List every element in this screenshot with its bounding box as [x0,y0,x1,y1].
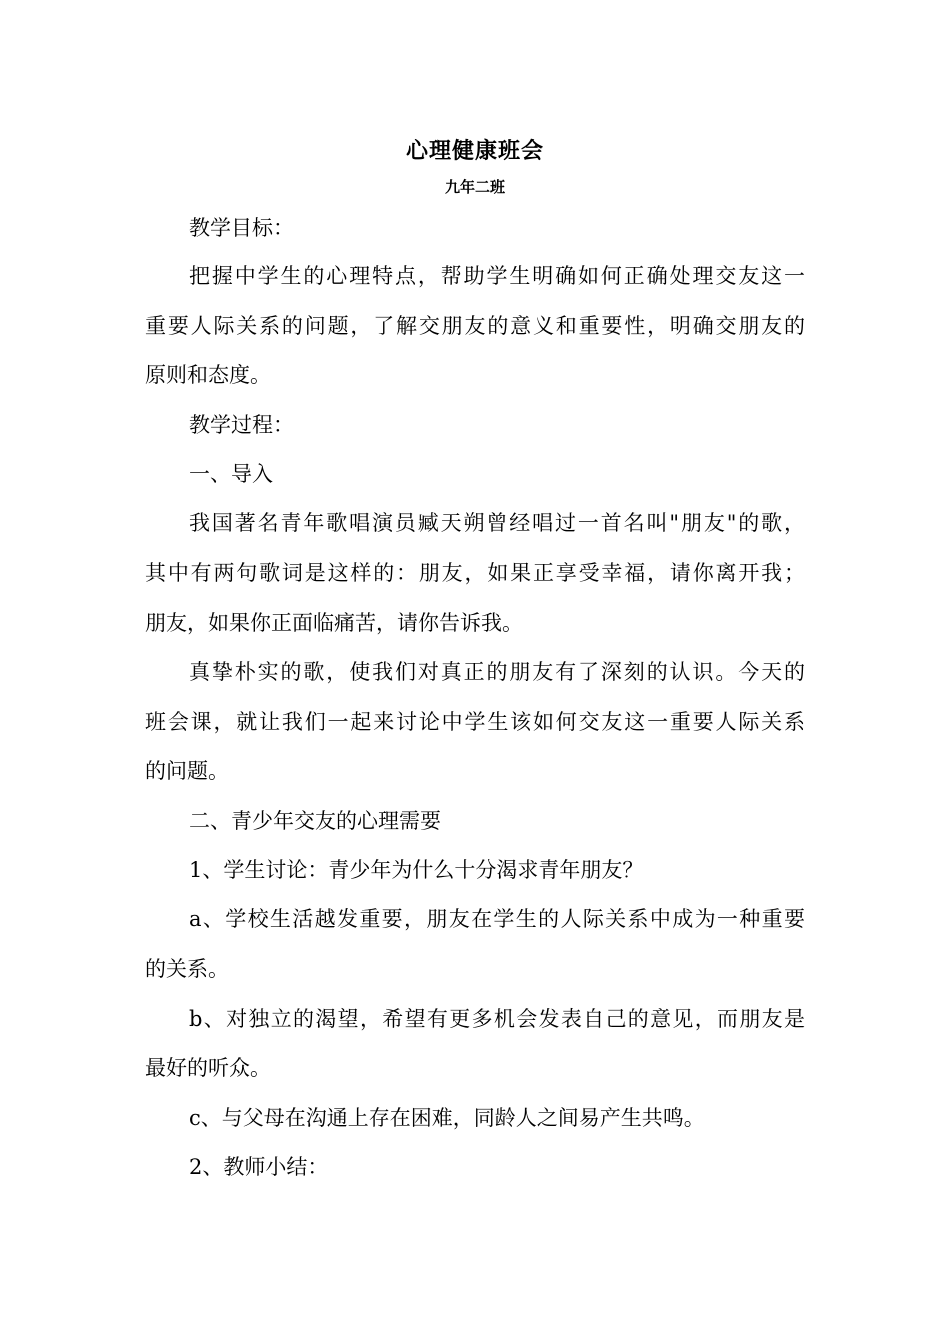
list-item: 1、学生讨论：青少年为什么十分渴求青年朋友？ [189,858,644,882]
paragraph-line: 其中有两句歌词是这样的：朋友，如果正享受幸福，请你离开我； [145,561,805,585]
paragraph-line: 重要人际关系的问题，了解交朋友的意义和重要性，明确交朋友的 [145,314,805,338]
paragraph-line: 朋友，如果你正面临痛苦，请你告诉我。 [145,611,523,635]
paragraph-line: 的关系。 [145,957,229,981]
list-item: 2、教师小结： [189,1155,329,1179]
list-item: c、与父母在沟通上存在困难，同龄人之间易产生共鸣。 [189,1106,705,1130]
paragraph-line: 把握中学生的心理特点，帮助学生明确如何正确处理交友这一 [189,264,805,288]
heading-teaching-process: 教学过程： [189,413,294,437]
heading-teaching-goals: 教学目标： [189,216,294,240]
paragraph-line: 真挚朴实的歌，使我们对真正的朋友有了深刻的认识。今天的 [189,660,805,684]
list-item: b、对独立的渴望，希望有更多机会发表自己的意见，而朋友是 [189,1007,805,1031]
list-item: a、学校生活越发重要，朋友在学生的人际关系中成为一种重要 [189,907,805,931]
document-title: 心理健康班会 [405,138,544,164]
section-heading: 一、导入 [189,462,273,486]
paragraph-line: 最好的听众。 [145,1056,271,1080]
section-heading: 二、青少年交友的心理需要 [189,809,441,833]
document-subtitle: 九年二班 [444,178,505,196]
paragraph-line: 原则和态度。 [145,363,271,387]
paragraph-line: 的问题。 [145,759,229,783]
paragraph-line: 我国著名青年歌唱演员臧天朔曾经唱过一首名叫"朋友"的歌， [189,511,805,535]
paragraph-line: 班会课，就让我们一起来讨论中学生该如何交友这一重要人际关系 [145,710,805,734]
